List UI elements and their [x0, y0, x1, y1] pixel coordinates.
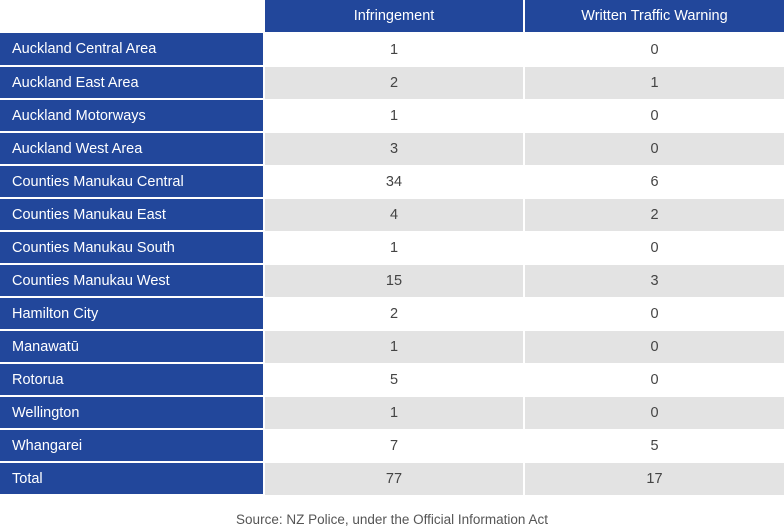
cell-written-traffic-warning: 5 [524, 429, 784, 462]
table-row [0, 330, 784, 363]
cell-infringement: 2 [264, 297, 524, 330]
table-row-total [0, 462, 784, 495]
cell-written-traffic-warning: 0 [524, 33, 784, 66]
cell-infringement: 1 [264, 99, 524, 132]
cell-written-traffic-warning: 6 [524, 165, 784, 198]
cell-written-traffic-warning: 0 [524, 132, 784, 165]
row-label: Wellington [0, 396, 264, 429]
cell-infringement: 34 [264, 165, 524, 198]
cell-written-traffic-warning: 0 [524, 330, 784, 363]
cell-infringement: 7 [264, 429, 524, 462]
cell-written-traffic-warning: 2 [524, 198, 784, 231]
row-label: Counties Manukau South [0, 231, 264, 264]
cell-infringement: 4 [264, 198, 524, 231]
cell-infringement: 1 [264, 231, 524, 264]
cell-written-traffic-warning: 3 [524, 264, 784, 297]
row-label: Whangarei [0, 429, 264, 462]
table-header [0, 0, 784, 33]
header-row [0, 0, 784, 33]
column-header-infringement: Infringement [264, 0, 524, 33]
source-footnote: Source: NZ Police, under the Official Information Act [236, 512, 548, 527]
row-label-total: Total [0, 462, 264, 495]
cell-written-traffic-warning: 1 [524, 66, 784, 99]
table-row [0, 363, 784, 396]
row-label: Rotorua [0, 363, 264, 396]
table-row [0, 33, 784, 66]
cell-infringement: 1 [264, 330, 524, 363]
row-label: Manawatū [0, 330, 264, 363]
table-row [0, 297, 784, 330]
row-label: Auckland East Area [0, 66, 264, 99]
table-row [0, 231, 784, 264]
table-row [0, 66, 784, 99]
table-row [0, 396, 784, 429]
row-label: Counties Manukau West [0, 264, 264, 297]
table-row [0, 429, 784, 462]
table-row [0, 132, 784, 165]
row-label: Hamilton City [0, 297, 264, 330]
cell-total-written-traffic-warning: 17 [524, 462, 784, 495]
cell-infringement: 15 [264, 264, 524, 297]
cell-infringement: 1 [264, 396, 524, 429]
cell-infringement: 2 [264, 66, 524, 99]
cell-infringement: 3 [264, 132, 524, 165]
cell-written-traffic-warning: 0 [524, 363, 784, 396]
column-header-written-traffic-warning: Written Traffic Warning [524, 0, 784, 33]
cell-infringement: 1 [264, 33, 524, 66]
cell-written-traffic-warning: 0 [524, 396, 784, 429]
row-label: Counties Manukau East [0, 198, 264, 231]
cell-written-traffic-warning: 0 [524, 297, 784, 330]
cell-total-infringement: 77 [264, 462, 524, 495]
table-body [0, 33, 784, 495]
table-row [0, 264, 784, 297]
table-row [0, 198, 784, 231]
cell-written-traffic-warning: 0 [524, 99, 784, 132]
table-row [0, 165, 784, 198]
cell-infringement: 5 [264, 363, 524, 396]
cell-written-traffic-warning: 0 [524, 231, 784, 264]
row-label: Auckland Motorways [0, 99, 264, 132]
corner-cell [0, 0, 264, 33]
table-row [0, 99, 784, 132]
row-label: Auckland West Area [0, 132, 264, 165]
row-label: Auckland Central Area [0, 33, 264, 66]
row-label: Counties Manukau Central [0, 165, 264, 198]
